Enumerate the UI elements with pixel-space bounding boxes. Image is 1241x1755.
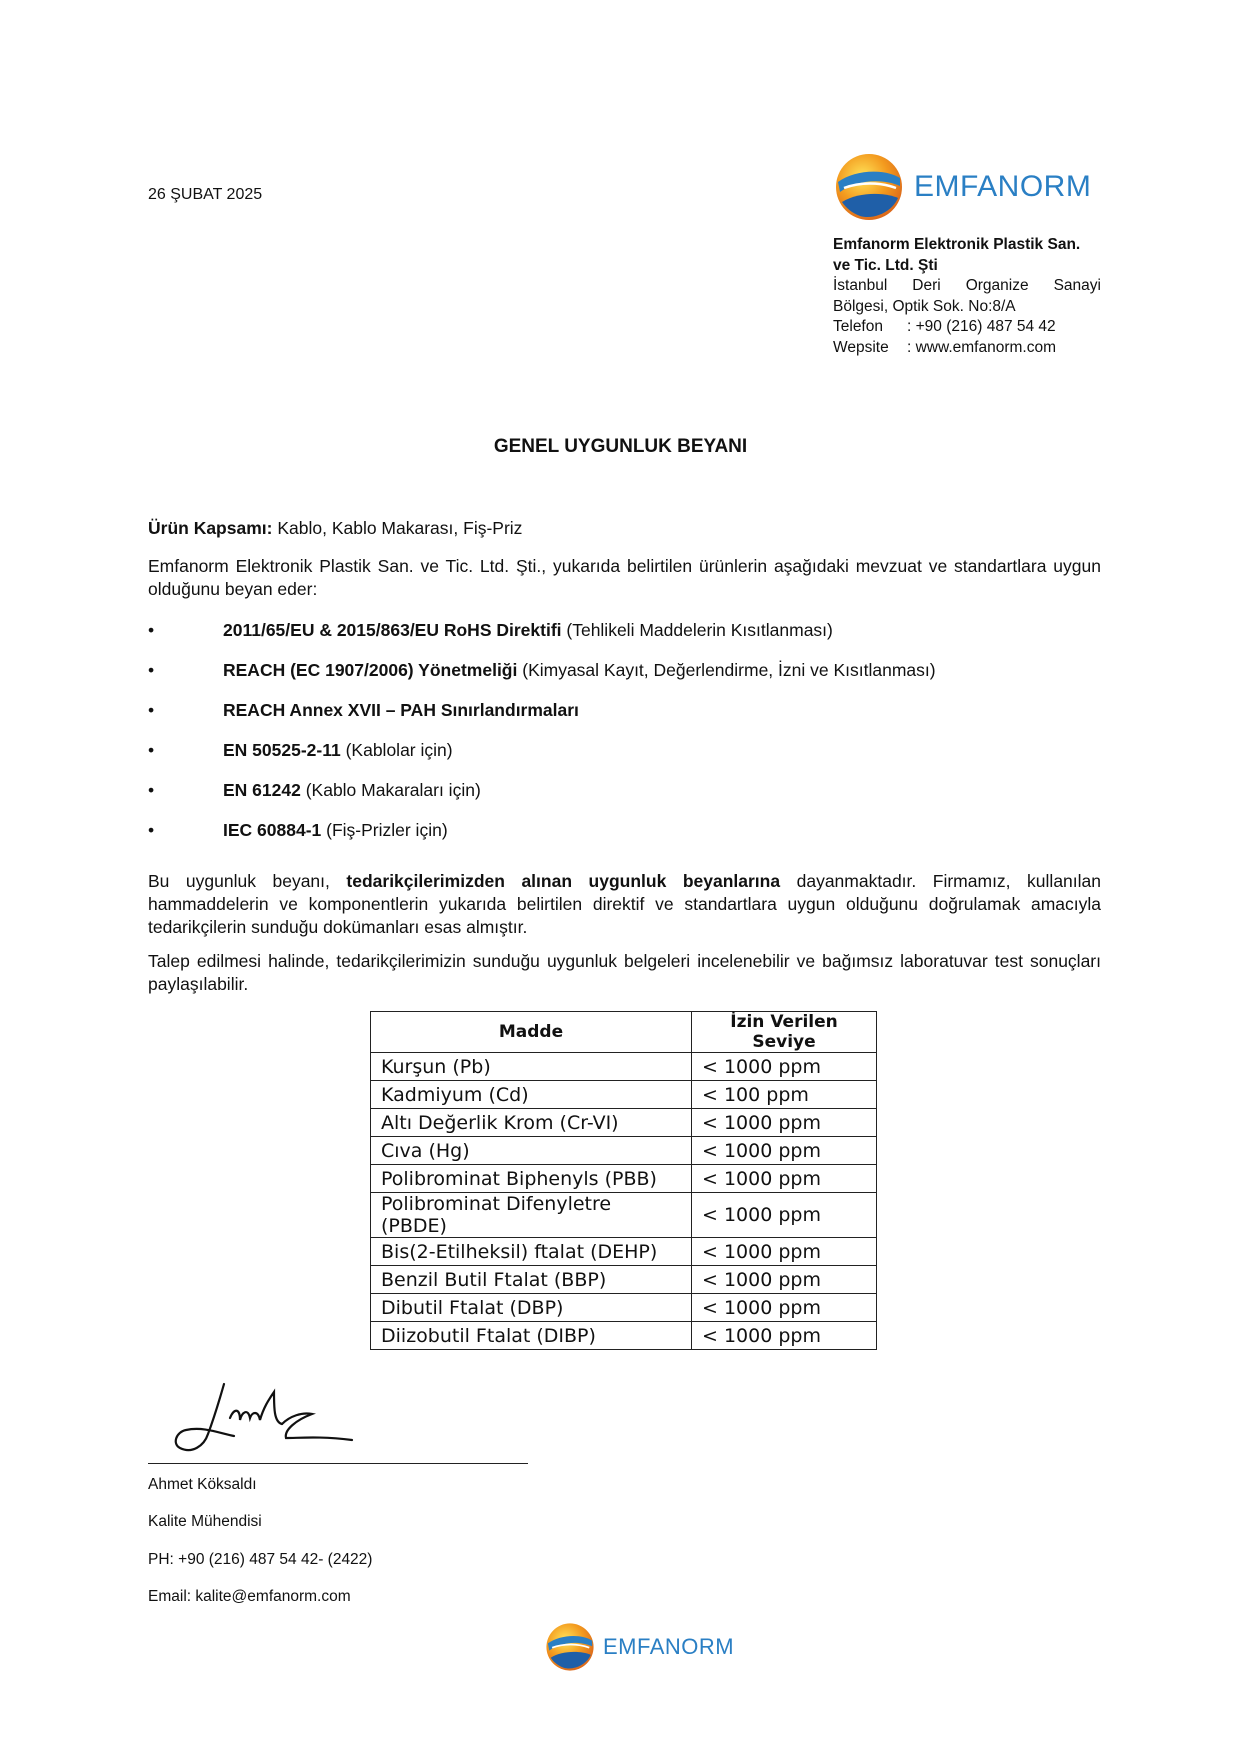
website-value: : www.emfanorm.com bbox=[907, 338, 1057, 356]
list-item bbox=[148, 659, 1101, 699]
document-date: 26 ŞUBAT 2025 bbox=[148, 186, 263, 203]
globe-logo-icon bbox=[545, 1622, 595, 1672]
limit-cell: < 1000 ppm bbox=[692, 1165, 877, 1193]
phone-value: : +90 (216) 487 54 42 bbox=[907, 318, 1056, 335]
regulation-desc: (Kablo Makaraları için) bbox=[300, 780, 481, 800]
limit-cell: < 100 ppm bbox=[692, 1081, 877, 1109]
basis-paragraph bbox=[148, 870, 1101, 939]
substance-cell: Kurşun (Pb) bbox=[371, 1053, 692, 1081]
limit-cell: < 1000 ppm bbox=[692, 1193, 877, 1238]
regulation-desc: (Kimyasal Kayıt, Değerlendirme, İzni ve Kısıtlanması) bbox=[517, 660, 936, 680]
company-logo bbox=[834, 152, 1091, 222]
list-item bbox=[148, 819, 1101, 859]
substance-cell: Cıva (Hg) bbox=[371, 1137, 692, 1165]
list-item bbox=[148, 739, 1101, 779]
bullet-icon: • bbox=[148, 700, 155, 720]
table-header-row bbox=[371, 1012, 877, 1053]
company-name-line1: Emfanorm Elektronik Plastik San. bbox=[833, 236, 1081, 253]
bullet-icon: • bbox=[148, 780, 155, 800]
substance-cell: Benzil Butil Ftalat (BBP) bbox=[371, 1266, 692, 1294]
substance-cell: Diizobutil Ftalat (DIBP) bbox=[371, 1322, 692, 1350]
table-row bbox=[371, 1322, 877, 1350]
company-address-line2: Bölgesi, Optik Sok. No:8/A bbox=[833, 297, 1016, 315]
table-row bbox=[371, 1165, 877, 1193]
limit-cell: < 1000 ppm bbox=[692, 1109, 877, 1137]
document-title: GENEL UYGUNLUK BEYANI bbox=[493, 436, 748, 457]
limit-cell: < 1000 ppm bbox=[692, 1137, 877, 1165]
regulation-desc: (Fiş-Prizler için) bbox=[321, 820, 448, 840]
substance-cell: Polibrominat Difenyletre (PBDE) bbox=[371, 1193, 692, 1238]
signer-name: Ahmet Köksaldı bbox=[148, 1476, 257, 1493]
table-row bbox=[371, 1294, 877, 1322]
bullet-icon: • bbox=[148, 620, 155, 640]
basis-text-c: dayanmaktadır. Firmamız, kullanılan hammaddelerin ve komponentlerin yukarıda belirtilen direktif ve standartlara uygun olduğunu doğrulamak amacıyla tedarikçilerin sunduğu dokümanları esas almıştır. bbox=[148, 871, 1101, 937]
list-item bbox=[148, 699, 1101, 739]
company-phone bbox=[833, 317, 1101, 338]
request-paragraph: Talep edilmesi halinde, tedarikçilerimizin sunduğu uygunluk belgeleri incelenebilir ve bağımsız laboratuvar test sonuçları paylaşılabilir. bbox=[148, 951, 1101, 994]
table-row bbox=[371, 1053, 877, 1081]
company-name-line2: ve Tic. Ltd. Şti bbox=[833, 256, 938, 274]
regulation-code: 2011/65/EU & 2015/863/EU RoHS Direktifi bbox=[223, 620, 562, 640]
table-row bbox=[371, 1266, 877, 1294]
website-label: Wepsite bbox=[833, 338, 889, 356]
regulation-code: REACH Annex XVII – PAH Sınırlandırmaları bbox=[223, 700, 579, 720]
signature-line bbox=[148, 1463, 528, 1464]
scope-label: Ürün Kapsamı: bbox=[148, 518, 273, 538]
company-website bbox=[833, 338, 1101, 359]
substance-cell: Kadmiyum (Cd) bbox=[371, 1081, 692, 1109]
regulation-code: IEC 60884-1 bbox=[223, 820, 322, 840]
regulation-code: REACH (EC 1907/2006) Yönetmeliği bbox=[223, 660, 518, 680]
signer-role: Kalite Mühendisi bbox=[148, 1513, 262, 1530]
signer-phone: PH: +90 (216) 487 54 42- (2422) bbox=[148, 1551, 373, 1568]
limit-cell: < 1000 ppm bbox=[692, 1322, 877, 1350]
limit-cell: < 1000 ppm bbox=[692, 1238, 877, 1266]
header-limit: İzin Verilen Seviye bbox=[692, 1012, 877, 1053]
table-row bbox=[371, 1193, 877, 1238]
globe-logo-icon bbox=[834, 152, 904, 222]
substance-cell: Altı Değerlik Krom (Cr-VI) bbox=[371, 1109, 692, 1137]
scope-text: Kablo, Kablo Makarası, Fiş-Priz bbox=[272, 518, 523, 538]
table-row bbox=[371, 1137, 877, 1165]
basis-text-a: Bu uygunluk beyanı, bbox=[148, 871, 347, 891]
substance-cell: Dibutil Ftalat (DBP) bbox=[371, 1294, 692, 1322]
company-address-line1: İstanbul Deri Organize Sanayi bbox=[833, 277, 1101, 294]
header-substance: Madde bbox=[371, 1012, 692, 1053]
product-scope bbox=[148, 517, 1101, 540]
bullet-icon: • bbox=[148, 660, 155, 680]
substance-table bbox=[370, 1011, 877, 1350]
substance-cell: Polibrominat Biphenyls (PBB) bbox=[371, 1165, 692, 1193]
table-row bbox=[371, 1081, 877, 1109]
regulation-code: EN 50525-2-11 bbox=[223, 740, 341, 760]
intro-paragraph: Emfanorm Elektronik Plastik San. ve Tic. Ltd. Şti., yukarıda belirtilen ürünlerin aşağıdaki mevzuat ve standartlara uygun olduğunu beyan eder: bbox=[148, 556, 1101, 599]
table-row bbox=[371, 1109, 877, 1137]
list-item bbox=[148, 779, 1101, 819]
regulation-desc: (Kablolar için) bbox=[340, 740, 453, 760]
logo-wordmark: EMFANORM bbox=[603, 1634, 735, 1659]
signature-icon bbox=[170, 1378, 370, 1458]
footer-logo bbox=[545, 1622, 734, 1672]
list-item bbox=[148, 619, 1101, 659]
company-info bbox=[833, 235, 1101, 358]
bullet-icon: • bbox=[148, 820, 155, 840]
limit-cell: < 1000 ppm bbox=[692, 1294, 877, 1322]
bullet-icon: • bbox=[148, 740, 155, 760]
signer-email: Email: kalite@emfanorm.com bbox=[148, 1588, 351, 1605]
logo-wordmark: EMFANORM bbox=[914, 170, 1092, 203]
table-row bbox=[371, 1238, 877, 1266]
limit-cell: < 1000 ppm bbox=[692, 1053, 877, 1081]
regulation-desc: (Tehlikeli Maddelerin Kısıtlanması) bbox=[561, 620, 833, 640]
limit-cell: < 1000 ppm bbox=[692, 1266, 877, 1294]
basis-text-bold: tedarikçilerimizden alınan uygunluk beyanlarına bbox=[346, 871, 781, 891]
phone-label: Telefon bbox=[833, 318, 883, 335]
regulation-list bbox=[148, 619, 1101, 859]
regulation-code: EN 61242 bbox=[223, 780, 301, 800]
substance-cell: Bis(2-Etilheksil) ftalat (DEHP) bbox=[371, 1238, 692, 1266]
